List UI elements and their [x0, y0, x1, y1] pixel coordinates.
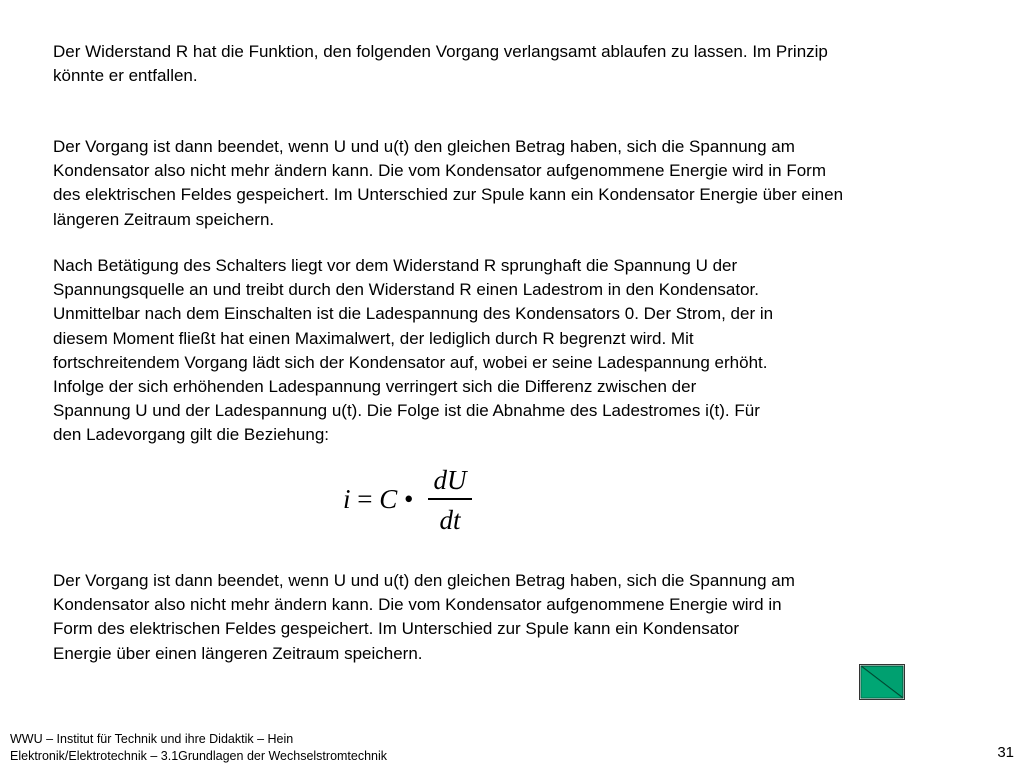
formula-lhs — [343, 484, 413, 515]
text-line: des elektrischen Feldes gespeichert. Im Unterschied zur Spule kann ein Kondensator Energie über einen — [53, 185, 844, 205]
formula-equals: = — [357, 484, 373, 514]
footer-institute: WWU – Institut für Technik und ihre Didaktik – Hein — [10, 732, 294, 746]
text-line: längeren Zeitraum speichern. — [53, 209, 275, 229]
formula-current-variable: i — [343, 484, 351, 514]
text-line: könnte er entfallen. — [53, 66, 198, 86]
formula-denominator: dt — [439, 505, 461, 535]
text-line: Infolge der sich erhöhenden Ladespannung verringert sich die Differenz zwischen der — [53, 377, 697, 397]
text-line: Unmittelbar nach dem Einschalten ist die Ladespannung des Kondensators 0. Der Strom, der in — [53, 304, 774, 324]
formula-capacitance: C — [379, 484, 398, 514]
back-triangle-icon — [860, 665, 904, 699]
text-line: Der Vorgang ist dann beendet, wenn U und u(t) den gleichen Betrag haben, sich die Spannung am — [53, 571, 795, 590]
text-line: Der Vorgang ist dann beendet, wenn U und u(t) den gleichen Betrag haben, sich die Spannung am — [53, 137, 795, 156]
page-number: 31 — [997, 744, 1014, 761]
formula-fraction-bar — [428, 498, 472, 500]
footer — [10, 731, 387, 765]
text-line: Spannung U und der Ladespannung u(t). Die Folge ist die Abnahme des Ladestromes i(t). Für — [53, 401, 760, 421]
footer-course: Elektronik/Elektrotechnik – 3.1Grundlagen der Wechselstromtechnik — [10, 749, 388, 763]
paragraph-resistor-function — [53, 40, 828, 88]
formula-numerator: dU — [433, 465, 467, 495]
text-line: fortschreitendem Vorgang lädt sich der Kondensator auf, wobei er seine Ladespannung erhöht. — [53, 352, 768, 372]
text-line: Der Widerstand R hat die Funktion, den folgenden Vorgang verlangsamt ablaufen zu lassen. Im Prinzip — [53, 42, 828, 61]
text-line: Kondensator also nicht mehr ändern kann. Die vom Kondensator aufgenommene Energie wird in — [53, 595, 782, 615]
text-line: Spannungsquelle an und treibt durch den Widerstand R einen Ladestrom in den Kondensator. — [53, 280, 759, 300]
charging-current-formula — [343, 465, 483, 540]
formula-multiply-dot: • — [404, 484, 414, 514]
paragraph-process-end-2 — [53, 569, 795, 666]
text-line: Nach Betätigung des Schalters liegt vor dem Widerstand R sprunghaft die Spannung U der — [53, 256, 738, 275]
text-line: diesem Moment fließt hat einen Maximalwert, der lediglich durch R begrenzt wird. Mit — [53, 328, 694, 348]
text-line: Energie über einen längeren Zeitraum speichern. — [53, 643, 423, 663]
paragraph-process-end-1 — [53, 135, 843, 232]
text-line: Kondensator also nicht mehr ändern kann. Die vom Kondensator aufgenommene Energie wird in Form — [53, 161, 826, 181]
text-line: Form des elektrischen Feldes gespeichert. Im Unterschied zur Spule kann ein Kondensator — [53, 619, 740, 639]
text-line: den Ladevorgang gilt die Beziehung: — [53, 425, 329, 445]
paragraph-switch-operation — [53, 254, 773, 448]
back-navigation-button[interactable] — [859, 664, 905, 700]
